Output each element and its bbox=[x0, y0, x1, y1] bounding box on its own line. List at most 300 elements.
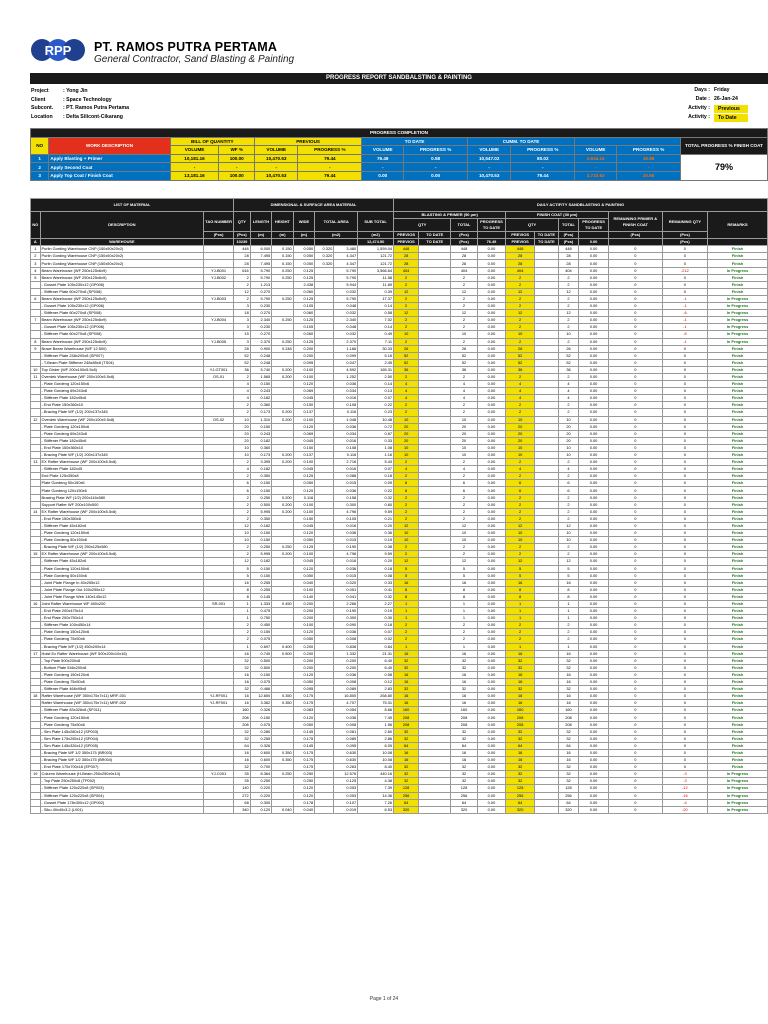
material-cell: 14 bbox=[31, 508, 41, 515]
material-cell bbox=[315, 423, 334, 430]
status-remark: Finish bbox=[708, 466, 768, 473]
material-cell: 2 bbox=[394, 317, 419, 324]
material-cell: 0 bbox=[662, 608, 707, 615]
status-remark: Finish bbox=[708, 473, 768, 480]
material-cell bbox=[534, 707, 558, 714]
material-cell: 0.090 bbox=[334, 622, 358, 629]
material-cell: 4.707 bbox=[334, 700, 358, 707]
status-remark: Finish bbox=[708, 281, 768, 288]
status-remark: Finish bbox=[708, 246, 768, 253]
material-cell bbox=[419, 310, 451, 317]
material-cell: 2 bbox=[394, 409, 419, 416]
material-cell: 18 bbox=[234, 310, 251, 317]
material-cell: 0.00 bbox=[579, 260, 609, 267]
material-cell: 3 bbox=[234, 317, 251, 324]
material-cell: 0.200 bbox=[272, 366, 293, 373]
material-row bbox=[31, 352, 768, 359]
warehouse-cell: PREVIOS bbox=[506, 239, 535, 246]
material-cell: 64 bbox=[394, 799, 419, 806]
material-cell: 0.100 bbox=[293, 508, 314, 515]
material-cell bbox=[534, 274, 558, 281]
status-remark: Finish bbox=[708, 274, 768, 281]
material-cell: 208 bbox=[234, 721, 251, 728]
material-cell bbox=[419, 430, 451, 437]
material-cell bbox=[31, 565, 41, 572]
material-cell: 0.255 bbox=[250, 586, 271, 593]
material-cell: 0.125 bbox=[293, 295, 314, 302]
material-cell: - Gusset Plate 105x230x12 (GP006) bbox=[40, 281, 204, 288]
material-cell bbox=[204, 579, 234, 586]
col-work-description: WORK DESCRIPTION bbox=[49, 137, 170, 154]
material-cell: 2 bbox=[451, 459, 477, 466]
material-cell: 0.075 bbox=[250, 636, 271, 643]
col-wide: WIDE bbox=[293, 212, 314, 232]
material-cell: 2 bbox=[506, 636, 535, 643]
material-cell: 7 bbox=[31, 317, 41, 324]
status-remark: Finish bbox=[708, 381, 768, 388]
material-cell: EX Rafter Warehouse (WF 200x100x5.5x8) bbox=[40, 508, 204, 515]
material-cell: 16 bbox=[506, 579, 535, 586]
material-cell: 36 bbox=[558, 366, 578, 373]
material-cell: Beam Warehouse (WF 250x125x6x9) bbox=[40, 338, 204, 345]
material-cell: 2 bbox=[451, 409, 477, 416]
material-cell bbox=[204, 572, 234, 579]
material-cell: 9 bbox=[31, 345, 41, 352]
material-row bbox=[31, 388, 768, 395]
warehouse-cell: WAREHOUSE bbox=[40, 239, 204, 246]
material-cell bbox=[419, 735, 451, 742]
material-cell bbox=[534, 757, 558, 764]
material-cell: 0 bbox=[608, 444, 662, 451]
material-cell: 0 bbox=[608, 430, 662, 437]
material-cell: 2 bbox=[394, 281, 419, 288]
material-cell: - Plate Gordeng 50x150x6 bbox=[40, 572, 204, 579]
material-cell: 160 bbox=[234, 707, 251, 714]
material-cell: 0.00 bbox=[477, 622, 506, 629]
material-cell: 8 bbox=[394, 586, 419, 593]
row-value: 19.98 bbox=[617, 154, 681, 163]
material-cell: 10 bbox=[558, 537, 578, 544]
material-cell: 0.00 bbox=[477, 735, 506, 742]
material-row bbox=[31, 416, 768, 423]
material-cell: Purlin Gording Warehouse CNP (150x50x20x2) bbox=[40, 253, 204, 260]
material-cell: Plate Gordeng 50x150x6 bbox=[40, 480, 204, 487]
material-cell: 0.036 bbox=[334, 487, 358, 494]
material-cell bbox=[534, 636, 558, 643]
material-cell bbox=[31, 480, 41, 487]
material-cell: 0.00 bbox=[579, 742, 609, 749]
material-cell: 1.333 bbox=[250, 600, 271, 607]
material-cell: 0.350 bbox=[272, 757, 293, 764]
material-cell bbox=[204, 544, 234, 551]
material-cell: 0.045 bbox=[293, 558, 314, 565]
material-cell: 16 bbox=[558, 579, 578, 586]
material-cell: 0.22 bbox=[358, 487, 394, 494]
material-cell: 0 bbox=[662, 742, 707, 749]
material-cell: 4 bbox=[506, 395, 535, 402]
material-cell: YJ-B004 bbox=[204, 317, 234, 324]
row-value: 13,181.16 bbox=[170, 171, 219, 180]
material-cell: 2 bbox=[506, 373, 535, 380]
material-cell: OS-02 bbox=[204, 416, 234, 423]
material-cell bbox=[31, 324, 41, 331]
material-cell: 0.14 bbox=[358, 381, 394, 388]
material-cell: 2 bbox=[394, 544, 419, 551]
material-cell: 0.00 bbox=[579, 593, 609, 600]
material-cell: 0.200 bbox=[272, 508, 293, 515]
material-row bbox=[31, 664, 768, 671]
warehouse-cell: 10239 bbox=[234, 239, 251, 246]
material-cell: 16 bbox=[234, 749, 251, 756]
material-cell: 0.00 bbox=[579, 267, 609, 274]
material-row bbox=[31, 565, 768, 572]
material-cell: EX Rafter Warehouse (WF 200x100x5.5x8) bbox=[40, 551, 204, 558]
material-cell bbox=[272, 686, 293, 693]
material-cell: 0.08 bbox=[358, 572, 394, 579]
material-cell: 0.100 bbox=[293, 551, 314, 558]
material-cell: 12 bbox=[506, 310, 535, 317]
material-cell bbox=[419, 593, 451, 600]
material-cell: 7.11 bbox=[358, 338, 394, 345]
material-cell: 32 bbox=[234, 764, 251, 771]
material-cell bbox=[272, 530, 293, 537]
material-cell: 0 bbox=[662, 686, 707, 693]
material-cell: 64 bbox=[558, 799, 578, 806]
material-cell bbox=[534, 246, 558, 253]
material-cell: 52 bbox=[451, 352, 477, 359]
material-cell bbox=[204, 288, 234, 295]
col-blast-progress: PROGRESS TO DATE bbox=[477, 219, 506, 232]
material-cell: 1 bbox=[558, 608, 578, 615]
material-cell: - Plate Gordeng 150x120x6 bbox=[40, 629, 204, 636]
material-cell: 208 bbox=[558, 721, 578, 728]
material-cell bbox=[272, 785, 293, 792]
material-cell: 448 bbox=[234, 246, 251, 253]
material-cell: 5.790 bbox=[334, 295, 358, 302]
material-cell bbox=[31, 679, 41, 686]
material-cell: 10 bbox=[558, 530, 578, 537]
material-cell: 0.120 bbox=[250, 806, 271, 813]
material-cell: 0.38 bbox=[358, 544, 394, 551]
material-cell bbox=[272, 359, 293, 366]
status-remark: Finish bbox=[708, 643, 768, 650]
material-cell bbox=[534, 693, 558, 700]
material-cell: 0 bbox=[608, 402, 662, 409]
status-remark: Finish bbox=[708, 444, 768, 451]
row-value: 0.58 bbox=[404, 154, 468, 163]
status-remark: Finish bbox=[708, 572, 768, 579]
material-cell: 16 bbox=[451, 757, 477, 764]
material-cell: 16 bbox=[394, 749, 419, 756]
material-cell: 16 bbox=[558, 693, 578, 700]
material-cell bbox=[272, 437, 293, 444]
material-cell: 0 bbox=[608, 267, 662, 274]
material-row bbox=[31, 679, 768, 686]
material-cell: - Gusset Plate 105x230x12 (GP006) bbox=[40, 324, 204, 331]
material-cell: 272 bbox=[234, 792, 251, 799]
material-cell: 0 bbox=[608, 600, 662, 607]
material-cell: 2 bbox=[558, 494, 578, 501]
material-cell: - Siku 40x40x3.2 (L001) bbox=[40, 806, 204, 813]
material-cell: 20 bbox=[394, 437, 419, 444]
material-cell: 0.00 bbox=[579, 324, 609, 331]
material-cell: 0.00 bbox=[579, 487, 609, 494]
material-cell: 0 bbox=[662, 253, 707, 260]
material-cell bbox=[31, 494, 41, 501]
status-remark: Finish bbox=[708, 430, 768, 437]
material-cell: 0.14 bbox=[358, 303, 394, 310]
material-cell: Beam Warehouse (WF 250x125x6x9) bbox=[40, 267, 204, 274]
material-cell: 0.200 bbox=[293, 650, 314, 657]
material-cell bbox=[315, 600, 334, 607]
material-cell bbox=[31, 388, 41, 395]
material-cell: 10 bbox=[558, 452, 578, 459]
material-cell: 0 bbox=[662, 664, 707, 671]
material-cell: 0.00 bbox=[477, 558, 506, 565]
material-cell: 0.150 bbox=[250, 480, 271, 487]
material-cell: 0.089 bbox=[334, 686, 358, 693]
material-cell: 0 bbox=[662, 530, 707, 537]
material-row bbox=[31, 295, 768, 302]
material-cell: 0.00 bbox=[477, 480, 506, 487]
material-cell bbox=[419, 579, 451, 586]
sub-header: PROGRESS % bbox=[404, 146, 468, 155]
material-cell bbox=[419, 650, 451, 657]
material-cell: 3.480 bbox=[334, 246, 358, 253]
material-cell: 0 bbox=[608, 373, 662, 380]
material-cell bbox=[31, 778, 41, 785]
material-cell bbox=[204, 636, 234, 643]
material-cell: 28 bbox=[451, 260, 477, 267]
material-cell: 2.50 bbox=[358, 373, 394, 380]
material-cell: 0.145 bbox=[293, 742, 314, 749]
material-cell bbox=[204, 530, 234, 537]
row-description: Apply Second Coat bbox=[49, 163, 170, 172]
material-cell: - Gusset Plate 105x230x12 (GP006) bbox=[40, 303, 204, 310]
material-cell: 1 bbox=[31, 246, 41, 253]
material-cell: 0.069 bbox=[293, 430, 314, 437]
material-cell: 4 bbox=[558, 466, 578, 473]
material-cell: 2 bbox=[506, 551, 535, 558]
material-cell: 0.050 bbox=[293, 253, 314, 260]
material-cell: 0 bbox=[608, 764, 662, 771]
material-cell bbox=[315, 622, 334, 629]
material-cell: 256 bbox=[558, 792, 578, 799]
material-row bbox=[31, 373, 768, 380]
material-cell: 2 bbox=[234, 409, 251, 416]
material-cell: 0 bbox=[608, 806, 662, 813]
material-cell: 0.00 bbox=[477, 444, 506, 451]
material-cell: 18 bbox=[31, 693, 41, 700]
material-cell bbox=[272, 657, 293, 664]
material-cell: 0.18 bbox=[358, 565, 394, 572]
material-cell: 0.00 bbox=[579, 522, 609, 529]
material-cell: 0.250 bbox=[272, 771, 293, 778]
material-cell: 0.00 bbox=[579, 799, 609, 806]
material-cell bbox=[534, 742, 558, 749]
material-cell: 2 bbox=[506, 338, 535, 345]
material-cell: 0.150 bbox=[293, 444, 314, 451]
material-cell: 0 bbox=[608, 416, 662, 423]
material-cell: 0 bbox=[662, 593, 707, 600]
material-cell bbox=[419, 586, 451, 593]
material-cell: 0.500 bbox=[272, 650, 293, 657]
material-cell: 2 bbox=[234, 508, 251, 515]
material-cell: 0.00 bbox=[477, 700, 506, 707]
material-cell: - Plate Gordeng 69x243x8 bbox=[40, 388, 204, 395]
material-cell: 1.252 bbox=[334, 373, 358, 380]
material-cell: 0.00 bbox=[477, 792, 506, 799]
material-cell bbox=[534, 700, 558, 707]
material-cell: 0.00 bbox=[477, 650, 506, 657]
material-cell: 5.740 bbox=[250, 366, 271, 373]
material-cell: 0.120 bbox=[293, 423, 314, 430]
material-cell: 0 bbox=[662, 579, 707, 586]
material-cell: 8 bbox=[31, 338, 41, 345]
status-remark: Finish bbox=[708, 593, 768, 600]
material-cell: 28 bbox=[394, 260, 419, 267]
warehouse-cell: (Pcs) bbox=[558, 239, 578, 246]
material-cell: -1 bbox=[662, 303, 707, 310]
material-cell: 0.250 bbox=[272, 338, 293, 345]
material-cell bbox=[315, 430, 334, 437]
row-value: - bbox=[219, 163, 255, 172]
material-cell: 16 bbox=[234, 579, 251, 586]
material-cell: 1,559.04 bbox=[358, 246, 394, 253]
material-cell: 0.050 bbox=[293, 572, 314, 579]
material-cell: 0.095 bbox=[293, 686, 314, 693]
material-cell: 0.150 bbox=[250, 423, 271, 430]
material-cell: 2.27 bbox=[358, 600, 394, 607]
material-cell: 4 bbox=[234, 388, 251, 395]
material-cell bbox=[419, 303, 451, 310]
material-cell bbox=[204, 757, 234, 764]
info-row bbox=[688, 104, 748, 113]
material-cell: Overdek Warehouse (WF 200x100x5.5x8) bbox=[40, 416, 204, 423]
unit-subtotal: (m2) bbox=[358, 232, 394, 239]
material-cell: 2 bbox=[558, 551, 578, 558]
material-cell: 20 bbox=[234, 437, 251, 444]
material-cell: 0.220 bbox=[250, 792, 271, 799]
material-cell: 0 bbox=[662, 749, 707, 756]
material-cell: 0.00 bbox=[579, 700, 609, 707]
material-cell: 4.592 bbox=[334, 366, 358, 373]
material-cell: 0.200 bbox=[293, 664, 314, 671]
material-cell: 0.00 bbox=[477, 551, 506, 558]
material-cell: 32 bbox=[506, 778, 535, 785]
material-cell bbox=[315, 494, 334, 501]
material-cell bbox=[315, 615, 334, 622]
material-cell: 0 bbox=[662, 721, 707, 728]
material-cell: 0 bbox=[608, 494, 662, 501]
material-cell: 0.00 bbox=[579, 679, 609, 686]
material-cell: 0.00 bbox=[477, 728, 506, 735]
material-cell bbox=[204, 742, 234, 749]
sub-header: VOLUME bbox=[170, 146, 219, 155]
material-cell: 2 bbox=[558, 508, 578, 515]
material-cell: -12 bbox=[662, 785, 707, 792]
row-value: 10,470.53 bbox=[255, 171, 298, 180]
material-cell: YJ-RF001 bbox=[204, 693, 234, 700]
material-cell bbox=[272, 664, 293, 671]
material-cell: 32 bbox=[451, 728, 477, 735]
material-cell: 0.00 bbox=[579, 459, 609, 466]
material-cell bbox=[315, 792, 334, 799]
material-cell: - Plate Gordeng 75x50x6 bbox=[40, 679, 204, 686]
material-cell: 6.05 bbox=[358, 742, 394, 749]
material-cell: 2 bbox=[506, 274, 535, 281]
material-cell: 0.00 bbox=[477, 395, 506, 402]
material-cell: 7.49 bbox=[358, 714, 394, 721]
material-cell: 0.040 bbox=[272, 806, 293, 813]
material-cell: 52 bbox=[234, 352, 251, 359]
material-cell bbox=[534, 721, 558, 728]
material-cell: 0 bbox=[662, 643, 707, 650]
sub-header: VOLUME bbox=[467, 146, 510, 155]
material-cell: 0.00 bbox=[579, 295, 609, 302]
material-cell: 0.008 bbox=[334, 636, 358, 643]
material-cell bbox=[204, 345, 234, 352]
material-cell bbox=[31, 409, 41, 416]
material-cell: 0.145 bbox=[293, 728, 314, 735]
material-cell bbox=[272, 778, 293, 785]
material-cell: 0.032 bbox=[334, 331, 358, 338]
material-cell bbox=[204, 615, 234, 622]
material-cell: 121.72 bbox=[358, 260, 394, 267]
material-cell bbox=[534, 303, 558, 310]
material-cell: 1 bbox=[234, 643, 251, 650]
material-cell: 0 bbox=[608, 508, 662, 515]
material-cell: 0.016 bbox=[334, 437, 358, 444]
material-cell: 0.320 bbox=[315, 260, 334, 267]
material-cell: 0 bbox=[662, 373, 707, 380]
status-remark: Finish bbox=[708, 586, 768, 593]
material-cell: 0.182 bbox=[250, 437, 271, 444]
material-cell: 0.200 bbox=[272, 416, 293, 423]
material-cell: 0.00 bbox=[477, 579, 506, 586]
material-cell: 2 bbox=[558, 515, 578, 522]
material-cell bbox=[315, 366, 334, 373]
material-cell bbox=[315, 345, 334, 352]
material-cell bbox=[272, 388, 293, 395]
material-cell bbox=[315, 402, 334, 409]
material-cell: 0.016 bbox=[334, 466, 358, 473]
material-cell: 0.075 bbox=[250, 721, 271, 728]
material-cell: 0.00 bbox=[477, 721, 506, 728]
material-cell: 0.280 bbox=[250, 728, 271, 735]
material-cell: 0.200 bbox=[272, 501, 293, 508]
material-cell: 4 bbox=[234, 395, 251, 402]
material-cell: 0.270 bbox=[250, 288, 271, 295]
material-cell bbox=[31, 572, 41, 579]
material-cell: 0.150 bbox=[272, 246, 293, 253]
material-cell: 2 bbox=[234, 373, 251, 380]
material-cell: 4 bbox=[451, 388, 477, 395]
material-cell: 0.200 bbox=[272, 452, 293, 459]
material-cell: 16 bbox=[394, 579, 419, 586]
material-cell: 2 bbox=[558, 629, 578, 636]
info-label: Activity : bbox=[688, 105, 710, 112]
material-cell bbox=[534, 437, 558, 444]
company-name: PT. RAMOS PUTRA PERTAMA bbox=[94, 40, 278, 54]
material-cell: 20 bbox=[558, 423, 578, 430]
material-row bbox=[31, 799, 768, 806]
material-cell: 0.200 bbox=[293, 600, 314, 607]
material-cell: 4 bbox=[234, 466, 251, 473]
material-cell: 0.00 bbox=[477, 352, 506, 359]
material-cell bbox=[534, 288, 558, 295]
material-cell bbox=[419, 693, 451, 700]
